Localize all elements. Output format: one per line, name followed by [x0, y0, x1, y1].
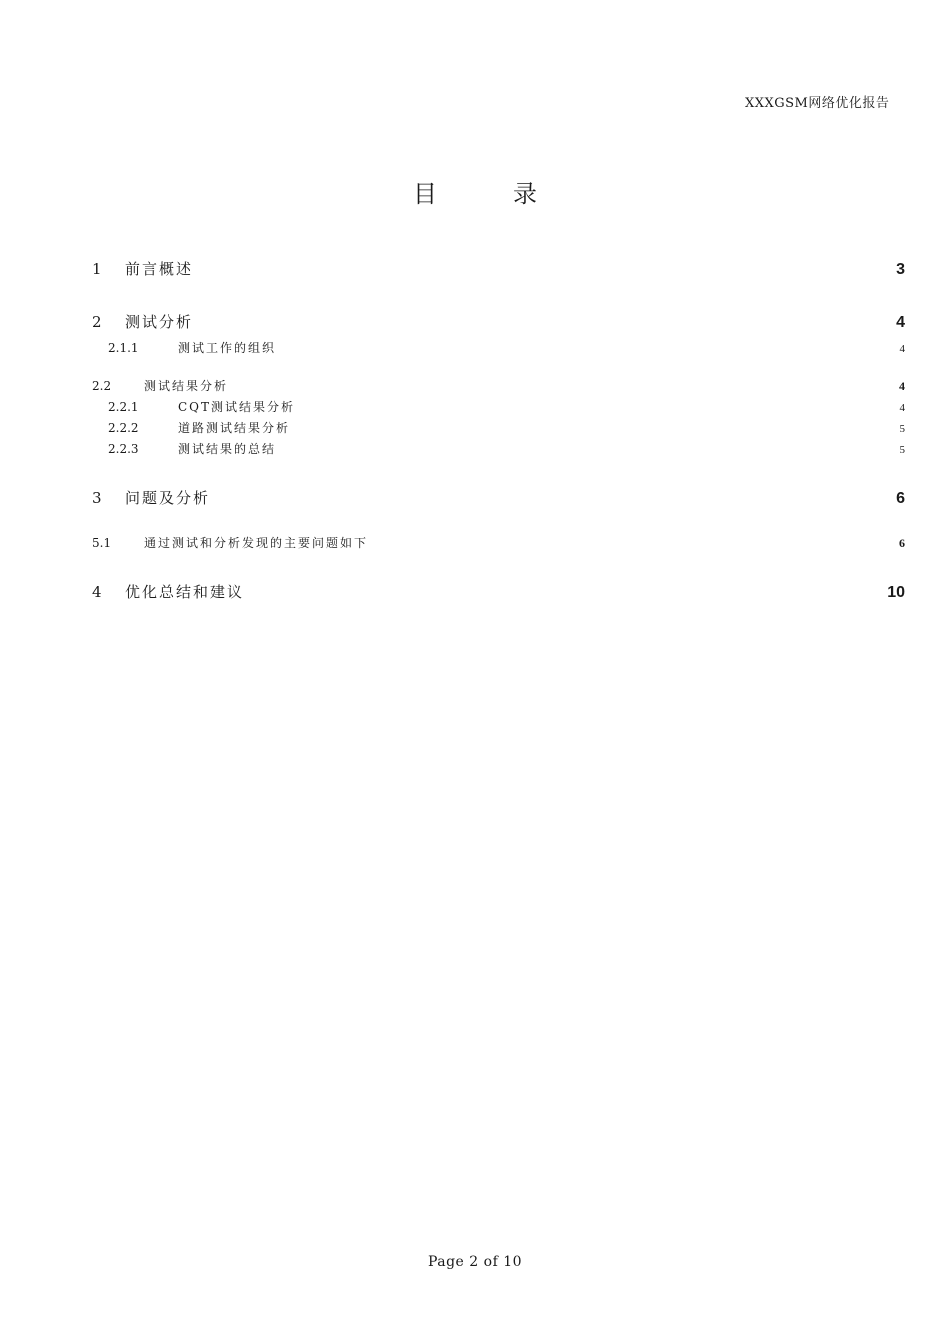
toc-entry-number: 2.2	[92, 379, 112, 393]
title-char-1: 目	[413, 180, 437, 208]
toc-entry-page: 4	[899, 343, 905, 355]
toc-entry-text: 优化总结和建议	[125, 583, 245, 601]
toc-entry-text: 测试结果的总结	[178, 442, 277, 456]
toc-entry-text: 道路测试结果分析	[178, 421, 291, 435]
toc-entry-text: CQT测试结果分析	[178, 400, 296, 414]
page-title	[0, 174, 950, 209]
toc-entry[interactable]	[92, 258, 905, 278]
toc-entry-page: 10	[887, 584, 905, 601]
toc-entry-number: 2.2.1	[108, 400, 139, 414]
toc-entry-number: 2.2.2	[108, 421, 139, 435]
toc-entry-number: 2.1.1	[108, 341, 139, 355]
toc-entry-text: 问题及分析	[125, 489, 211, 507]
title-char-2: 录	[513, 180, 537, 208]
page-header: XXXGSM网络优化报告	[745, 96, 890, 111]
toc-entry-text: 通过测试和分析发现的主要问题如下	[144, 536, 369, 550]
toc-entry-page: 3	[896, 261, 905, 278]
toc-entry[interactable]	[92, 377, 905, 393]
toc-entry-page: 5	[899, 444, 905, 456]
toc-entry-number: 2.2.3	[108, 442, 139, 456]
toc-entry[interactable]	[108, 419, 905, 435]
toc-entry-number: 1	[92, 260, 102, 278]
toc-entry[interactable]	[92, 487, 905, 507]
toc-entry-text: 测试工作的组织	[178, 341, 277, 355]
toc-entry[interactable]	[92, 311, 905, 331]
page-footer: Page 2 of 10	[427, 1254, 523, 1270]
toc-entry[interactable]	[108, 440, 905, 456]
toc-entry[interactable]	[92, 534, 905, 550]
toc-entry-page: 6	[896, 490, 905, 507]
toc-entry-text: 测试结果分析	[144, 379, 229, 393]
toc-entry-number: 2	[92, 313, 102, 331]
toc-entry-page: 4	[899, 379, 905, 393]
toc-entry-page: 4	[899, 402, 905, 414]
toc-entry[interactable]	[108, 398, 905, 414]
toc-entry-number: 4	[92, 583, 102, 601]
toc-entry-number: 3	[92, 489, 102, 507]
toc-entry-text: 测试分析	[125, 313, 194, 331]
toc-entry-page: 4	[896, 314, 905, 331]
toc-entry[interactable]	[108, 339, 905, 355]
toc-entry[interactable]	[92, 581, 905, 601]
toc-entry-page: 6	[899, 536, 905, 550]
toc-entry-page: 5	[899, 423, 905, 435]
toc-entry-number: 5.1	[92, 536, 112, 550]
toc-entry-text: 前言概述	[125, 260, 194, 278]
